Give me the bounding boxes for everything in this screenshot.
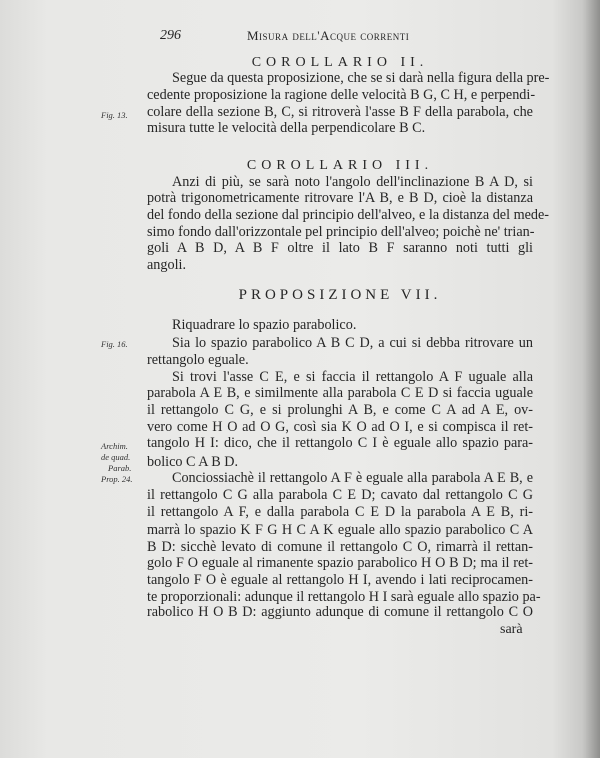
- text-line: angoli.: [147, 257, 187, 273]
- text-line: il rettangolo C G, e si prolunghi A B, e come C A ad A E, ov-: [147, 402, 533, 418]
- text-line: Segue da questa proposizione, che se si darà nella figura della pre-: [172, 70, 550, 86]
- margin-note-parab: Parab.: [108, 463, 132, 473]
- running-title: Misura dell'Acque correnti: [247, 28, 410, 43]
- catchword: sarà: [500, 622, 523, 637]
- margin-note-fig16: Fig. 16.: [101, 339, 128, 349]
- text-line: Riquadrare lo spazio parabolico.: [172, 317, 357, 333]
- text-line: del fondo della sezione dal principio dell'alveo, e la distanza del mede-: [147, 207, 550, 223]
- text-line: tangolo F O è eguale al rettangolo H I, avendo i lati reciprocamen-: [147, 572, 533, 588]
- margin-note-archim: Archim.: [101, 441, 128, 451]
- page-number: 296: [160, 28, 181, 43]
- margin-note-de-quad: de quad.: [101, 452, 131, 462]
- text-line: colare della sezione B, C, si ritroverà l'asse B F della parabola, che: [147, 104, 533, 120]
- text-line: parabola A E B, e similmente alla parabola C E D si faccia uguale: [147, 385, 533, 401]
- section-heading: PROPOSIZIONE VII.: [238, 287, 442, 303]
- section-heading: COROLLARIO II.: [251, 55, 429, 70]
- section-heading: COROLLARIO III.: [246, 158, 434, 173]
- text-line: rabolico H O B D: aggiunto adunque di comune il rettangolo C O: [147, 604, 533, 620]
- text-line: cedente proposizione la ragione delle velocità B G, C H, e perpendi-: [147, 87, 536, 103]
- text-line: vero come H O ad O G, così sia K O ad O I, e si compisca il ret-: [147, 419, 533, 435]
- page-edge-shadow: [586, 0, 600, 758]
- text-line: goli A B D, A B F oltre il lato B F saranno noti tutti gli: [147, 240, 533, 256]
- text-line: rettangolo eguale.: [147, 352, 249, 368]
- text-line: il rettangolo A F, e dalla parabola C E D la parabola A E B, ri-: [147, 504, 533, 520]
- text-line: Conciossiachè il rettangolo A F è eguale alla parabola A E B, e: [172, 470, 533, 486]
- margin-note-prop24: Prop. 24.: [101, 474, 133, 484]
- text-line: bolico C A B D.: [147, 454, 239, 470]
- text-line: tangolo H I: dico, che il rettangolo C I è eguale allo spazio para-: [147, 435, 533, 451]
- text-line: B D: sicchè levato di comune il rettangolo C O, rimarrà il rettan-: [147, 539, 533, 555]
- text-line: simo fondo dall'orizzontale pel principio dell'alveo; poichè ne' trian-: [147, 224, 535, 240]
- text-line: Si trovi l'asse C E, e si faccia il rettangolo A F uguale alla: [172, 369, 533, 385]
- margin-note-fig13: Fig. 13.: [101, 110, 128, 120]
- text-line: il rettangolo C G alla parabola C E D; cavato dal rettangolo C G: [147, 487, 533, 503]
- text-line: Anzi di più, se sarà noto l'angolo dell'inclinazione B A D, si: [172, 174, 533, 190]
- text-line: potrà trigonometricamente ritrovare l'A B, e B D, cioè la distanza: [147, 190, 533, 206]
- text-line: marrà lo spazio K F G H C A K eguale allo spazio parabolico C A: [147, 522, 533, 538]
- text-line: golo F O eguale al rimanente spazio parabolico H O B D; ma il ret-: [147, 555, 533, 571]
- text-line: Sia lo spazio parabolico A B C D, a cui si debba ritrovare un: [172, 335, 533, 351]
- text-line: misura tutte le velocità della perpendicolare B C.: [147, 120, 426, 136]
- text-line: te proporzionali: adunque il rettangolo H I sarà eguale allo spazio pa-: [147, 589, 541, 605]
